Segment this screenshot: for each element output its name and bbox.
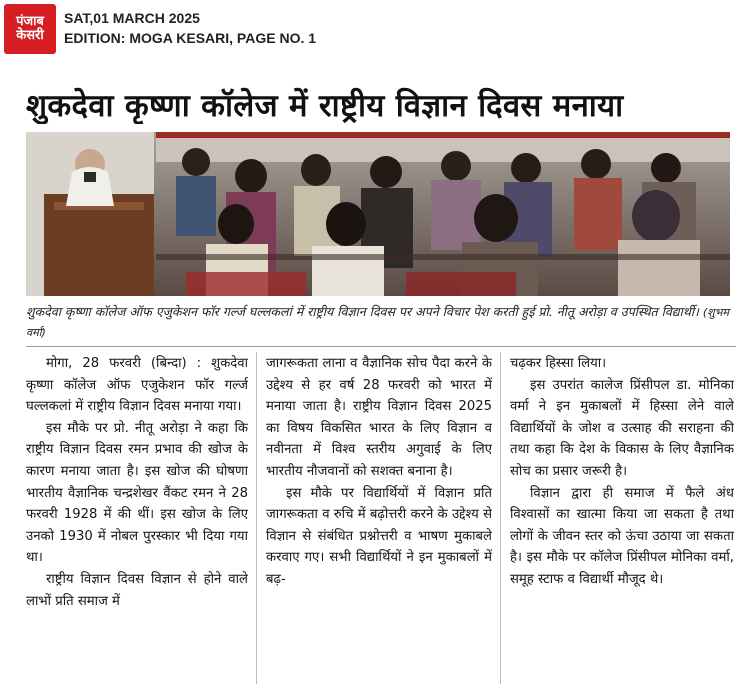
column-divider — [500, 352, 501, 684]
article-column-2 — [266, 353, 492, 685]
paragraph: इस मौके पर प्रो. नीतू अरोड़ा ने कहा कि राष्ट्रीय विज्ञान दिवस रमन प्रभाव की खोज के कारण मनाया जाता है। इस खोज की घोषणा भारतीय वैज्ञानिक चन्द्रशेखर वैंकट रमन ने 28 फरवरी 1928 में की थीं। इस खोज के लिए उनको 1930 में नोबल पुरस्कार भी दिया गया था। — [26, 420, 248, 566]
clipping-header — [0, 0, 756, 70]
punjab-kesari-logo — [4, 4, 56, 54]
article-column-3 — [510, 353, 734, 685]
article-column-1 — [26, 353, 248, 685]
logo-line-2: केसरी — [16, 28, 44, 43]
article-headline: शुकदेवा कृष्णा कॉलेज में राष्ट्रीय विज्ञान दिवस मनाया — [26, 88, 624, 124]
edition-meta — [64, 8, 316, 48]
paragraph: मोगा, 28 फरवरी (बिन्दा) : शुकदेवा कृष्णा कॉलेज ऑफ एजुकेशन फॉर गर्ल्ज घल्लकलां में राष्ट्रीय विज्ञान दिवस मनाया गया। — [26, 356, 248, 415]
photo-caption — [26, 302, 734, 342]
classroom-photo — [26, 132, 730, 296]
photo-credit: (शुभम वर्मा) — [26, 306, 729, 339]
paragraph: जागरूकता लाना व वैज्ञानिक सोच पैदा करने के उद्देश्य से हर वर्ष 28 फरवरी को भारत में मनाया जाता है। राष्ट्रीय विज्ञान दिवस 2025 का विषय विकसित भारत के लिए विज्ञान व नवीनता में विश्व स्तरीय अगुवाई के लिए भारतीय नौजवानों को सशक्त बनाना है। — [266, 356, 492, 479]
paragraph: विज्ञान द्वारा ही समाज में फैले अंध विश्वासों का खात्मा किया जा सकता है तथा लोगों के जीवन स्तर को ऊंचा उठाया जा सकता है। इस मौके पर कॉलेज प्रिंसीपल मोनिका वर्मा, समूह स्टाफ व विद्यार्थी मौजूद थे। — [510, 485, 734, 587]
paragraph: चढ़कर हिस्सा लिया। — [510, 356, 607, 371]
article-photo — [26, 132, 730, 296]
paragraph: इस उपरांत कालेज प्रिंसीपल डा. मोनिका वर्मा ने इन मुकाबलों में हिस्सा लेने वाले विद्यार्थियों के जोश व उत्साह की सराहना की तथा कहा कि देश के विकास के लिए वैज्ञानिक सोच का प्रसार जरूरी है। — [510, 377, 734, 479]
caption-divider — [26, 346, 736, 347]
paragraph: इस मौके पर विद्यार्थियों में विज्ञान प्रति जागरूकता व रुचि में बढ़ोत्तरी करने के उद्देश्य से विज्ञान से संबंधित प्रश्नोत्तरी व भाषण मुकाबले करवाए गए। सभी विद्यार्थियों ने इन मुकाबलों में बढ़- — [266, 485, 492, 587]
publication-date: SAT,01 MARCH 2025 — [64, 10, 200, 26]
logo-line-1: पंजाब — [16, 14, 44, 30]
column-divider — [256, 352, 257, 684]
caption-text: शुकदेवा कृष्णा कॉलेज ऑफ एजुकेशन फॉर गर्ल्ज घल्लकलां में राष्ट्रीय विज्ञान दिवस पर अपने विचार पेश करती हुई प्रो. नीतू अरोड़ा व उपस्थित विद्यार्थी। — [26, 304, 699, 319]
paragraph: राष्ट्रीय विज्ञान दिवस विज्ञान से होने वाले लाभों प्रति समाज में — [26, 571, 248, 609]
edition-info: EDITION: MOGA KESARI, PAGE NO. 1 — [64, 30, 317, 46]
